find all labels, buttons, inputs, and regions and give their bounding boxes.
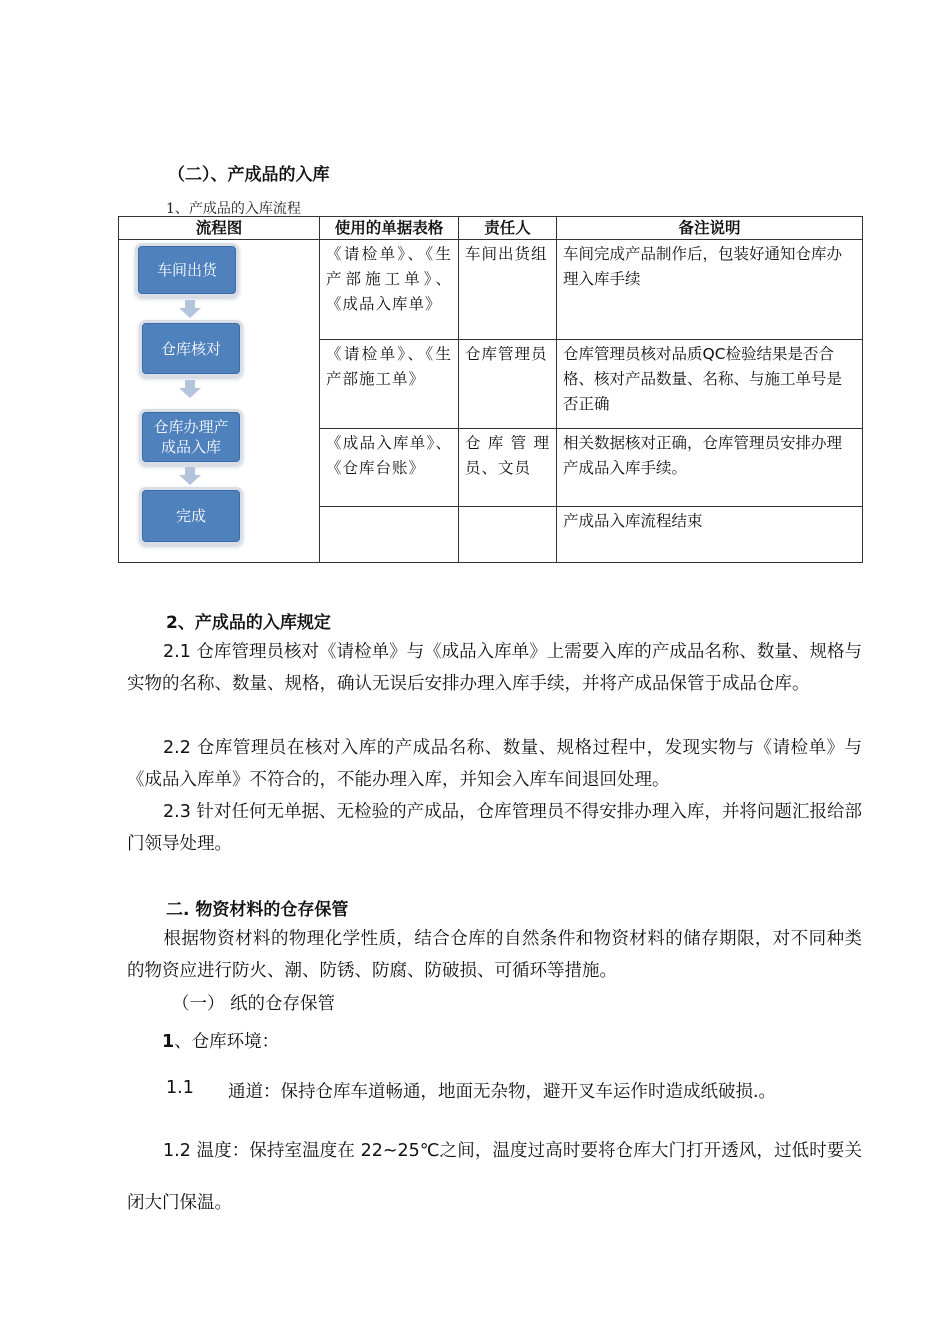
- rule-paragraph: [127, 636, 862, 700]
- note-cell: 相关数据核对正确，仓库管理员安排办理产成品入库手续。: [557, 429, 863, 507]
- flow-step-box: 完成: [142, 490, 240, 542]
- note-cell: 产成品入库流程结束: [557, 507, 863, 563]
- flow-step-box: 仓库办理产成品入库: [142, 412, 240, 462]
- process-table: [118, 216, 863, 563]
- storage-heading: 二. 物资材料的仓存保管: [166, 900, 349, 920]
- item-1-2-text: 1.2 温度：保持室温度在 22~25℃之间，温度过高时要将仓库大门打开透风，过低时要关闭大门保温。: [127, 1141, 862, 1213]
- flow-step-box: 车间出货: [138, 246, 236, 294]
- table-header-row: [119, 217, 863, 240]
- owner-cell: 仓库管理员: [459, 340, 557, 429]
- rule-paragraph: [127, 796, 862, 860]
- col-header: 使用的单据表格: [320, 217, 459, 240]
- flow-subheading: 1、产成品的入库流程: [166, 201, 301, 217]
- item-1-1: [166, 1078, 194, 1098]
- docs-cell: 《请检单》、《生产部施工单》、《成品入库单》: [320, 240, 459, 340]
- rule-text: 2.2 仓库管理员在核对入库的产成品名称、数量、规格过程中，发现实物与《请检单》与《成品入库单》不符合的，不能办理入库，并知会入库车间退回处理。: [127, 738, 862, 790]
- env-number: 1: [162, 1032, 175, 1052]
- flow-step-box: 仓库核对: [142, 323, 240, 374]
- item-number: 1.1: [166, 1078, 194, 1098]
- item-1-1-text: 通道：保持仓库车道畅通，地面无杂物，避开叉车运作时造成纸破损.。: [228, 1082, 777, 1102]
- docs-cell: 《成品入库单》、《仓库台账》: [320, 429, 459, 507]
- item-1-2: [127, 1125, 862, 1229]
- env-heading: [162, 1028, 279, 1053]
- table-row: [119, 240, 863, 340]
- rule-paragraph: [127, 732, 862, 796]
- env-label: 、仓库环境：: [174, 1032, 280, 1052]
- section-heading: （二）、产成品的入库: [168, 165, 330, 185]
- paper-storage-subheading: （一） 纸的仓存保管: [172, 994, 336, 1014]
- docs-cell: 《请检单》、《生产部施工单》: [320, 340, 459, 429]
- col-header: 流程图: [119, 217, 320, 240]
- flowchart-cell: [119, 240, 320, 563]
- note-cell: 仓库管理员核对品质QC检验结果是否合格、核对产品数量、名称、与施工单号是否正确: [557, 340, 863, 429]
- rules-heading: 2、产成品的入库规定: [166, 613, 331, 633]
- intro-text: 根据物资材料的物理化学性质，结合仓库的自然条件和物资材料的储存期限，对不同种类的物资应进行防火、潮、防锈、防腐、防破损、可循环等措施。: [127, 929, 862, 981]
- docs-cell: [320, 507, 459, 563]
- rule-text: 2.3 针对任何无单据、无检验的产成品，仓库管理员不得安排办理入库，并将问题汇报给部门领导处理。: [127, 802, 862, 854]
- owner-cell: [459, 507, 557, 563]
- col-header: 责任人: [459, 217, 557, 240]
- storage-intro: [127, 923, 862, 987]
- note-cell: 车间完成产品制作后，包装好通知仓库办理入库手续: [557, 240, 863, 340]
- owner-cell: 仓库管理员、文员: [459, 429, 557, 507]
- col-header: 备注说明: [557, 217, 863, 240]
- rule-text: 2.1 仓库管理员核对《请检单》与《成品入库单》上需要入库的产成品名称、数量、规格与实物的名称、数量、规格，确认无误后安排办理入库手续，并将产成品保管于成品仓库。: [127, 642, 862, 694]
- owner-cell: 车间出货组: [459, 240, 557, 340]
